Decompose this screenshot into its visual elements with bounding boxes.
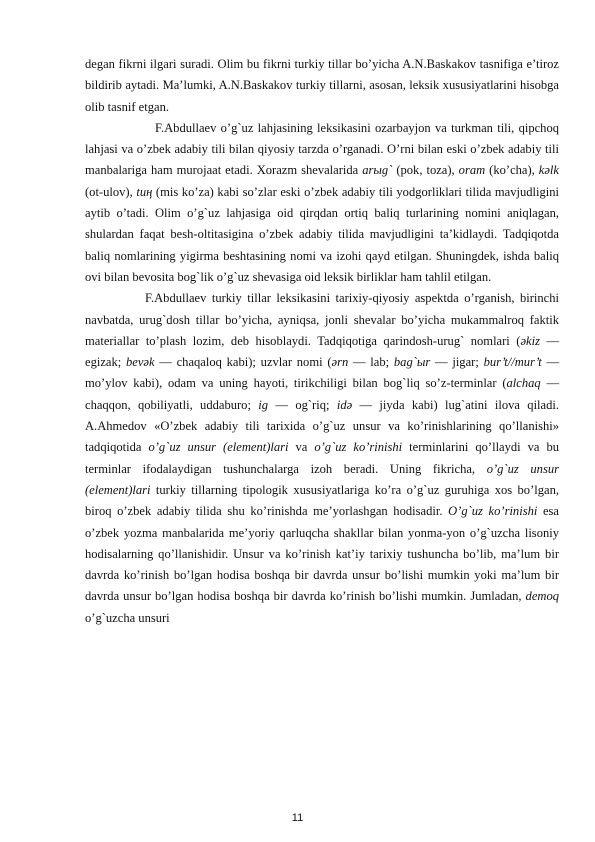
italic-term: o’g`uz unsur (element)lari — [148, 440, 289, 455]
text-run: — chaqqon, qobiliyatli, uddaburo; — [85, 376, 559, 412]
italic-term: O’g`uz ko’rinishi — [448, 504, 538, 519]
text-run: — lab; — [348, 355, 394, 370]
italic-term: oram — [458, 163, 486, 178]
italic-term: ig — [258, 397, 269, 412]
italic-term: bur’t//mur’t — [483, 355, 542, 370]
text-run: (mis ko’za) kabi so’zlar eski o’zbek adabiy tili yodgorliklari tilida mavjudligini aytib o’tadi. Olim o’g`uz lahjasiga oid qirqdan ortiq baliq turlarining nomini aniqlagan, shulardan faqat besh-oltitasigina o’zbek adabiy tilida mavjudligini ta’kidlaydi. Tadqiqotda baliq nomlarining yigirma beshtasining nomi va izohi qayd etilgan. Shuningdek, ishda baliq ovi bilan bevosita bog`lik o’g`uz shevasiga oid leksik birliklar ham tahlil etilgan. — [85, 184, 559, 284]
page-number: 11 — [291, 812, 304, 824]
paragraph-1 — [85, 54, 559, 118]
text-run: (pok, toza), — [392, 163, 459, 178]
italic-term: alchaq — [506, 376, 541, 391]
text-run: — mo’ylov kabi), odam va uning hayoti, tirikchiligi bilan bog`liq so’z-terminlar ( — [85, 355, 559, 391]
text-run: — egizak; — [85, 333, 560, 370]
text-run: — jiyda kabi) lug`atini ilova qiladi. A.Ahmedov «O’zbek adabiy tili tarixida o’g`uz unsur va ko’rinishlarining qo’llanishi» tadqiqotida — [85, 397, 560, 455]
italic-term: o’g`uz ko’rinishi — [314, 440, 403, 455]
text-run: (ot-ulov), — [85, 184, 137, 199]
italic-term: demoq — [525, 589, 559, 604]
text-run: — og`riq; — [268, 397, 337, 412]
text-run: (ko’cha), — [485, 163, 539, 178]
italic-term: o’g`uz unsur (element)lari — [85, 461, 559, 497]
text-run: F.Abdullaev o’g`uz lahjasining leksikasini ozarbayjon va turkman tili, qipchoq lahjasi va o’zbek adabiy tili bilan qiyosiy tarzda o’rganadi. O’rni bilan eski o’zbek adabiy tili manbalariga ham murojaat etadi. Xorazm shevalarida — [85, 120, 559, 178]
italic-term: əkiz — [520, 333, 540, 348]
italic-term: ərn — [331, 355, 349, 370]
italic-term: tuң — [136, 184, 153, 199]
body-text — [85, 54, 559, 629]
document-page — [85, 0, 559, 629]
paragraph-3 — [85, 288, 559, 629]
paragraph-2 — [85, 118, 559, 288]
text-run: terminlarini qo’llaydi va bu terminlar ifodalaydigan tushunchalarga izoh beradi. Uning fikricha, — [85, 440, 559, 476]
paragraph-1-text: degan fikrni ilgari suradi. Olim bu fikrni turkiy tillar bo’yicha A.N.Baskakov tasnifiga e’tiroz bildirib aytadi. Ma’lumki, A.N.Baskakov turkiy tillarni, asosan, leksik xususiyatlarini hisobga olib tasnif etgan. — [85, 57, 559, 114]
italic-term: arыg` — [362, 163, 393, 178]
italic-term: bevək — [125, 355, 155, 370]
text-run: turkiy tillarning tipologik xususiyatlariga ko’ra o’g`uz guruhiga xos bo’lgan, biroq o’zbek adabiy tilida shu ko’rinishda me’yorlashgan hodisadir. — [85, 482, 559, 519]
text-run: va — [288, 440, 315, 455]
text-run: — chaqaloq kabi); uzvlar nomi ( — [154, 355, 332, 370]
italic-term: idə — [336, 397, 353, 412]
text-run: esa o’zbek yozma manbalarida me’yoriy qarluqcha shakllar bilan yonma-yon o’g`uzcha lisoniy hodisalarning qo’llanishidir. Unsur va ko’rinish kat’iy tarixiy tushuncha bo’lib, ma’lum bir davrda ko’rinish bo’lgan hodisa boshqa bir davrda unsur bo’lishi mumkin yoki ma’lum bir davrda unsur bo’lgan hodisa boshqa bir davrda ko’rinish bo’lishi mumkin. Jumladan, — [85, 504, 559, 604]
text-run: F.Abdullaev turkiy tillar leksikasini tarixiy-qiyosiy aspektda o’rganish, birinchi navbatda, urug`dosh tillar bo’yicha, ayniqsa, jonli shevalar bo’yicha mukammalroq faktik materiallar to’plash lozim, deb hisoblaydi. Tadqiqotiga qarindosh-urug` nomlari ( — [85, 291, 559, 348]
italic-term: bag`ыr — [393, 355, 431, 370]
text-run: — jigar; — [430, 355, 484, 370]
text-run: o’g`uzcha unsuri — [85, 610, 170, 625]
italic-term: kəlk — [538, 163, 559, 178]
